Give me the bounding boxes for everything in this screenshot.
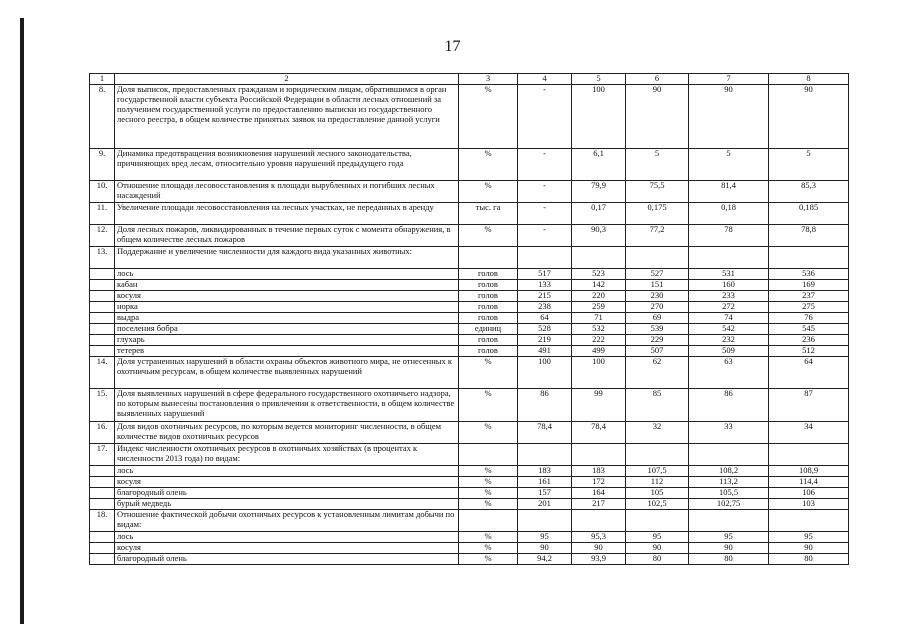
row-number	[90, 543, 115, 554]
page-number: 17	[444, 38, 461, 55]
value-cell: 64	[769, 357, 849, 389]
value-cell	[769, 510, 849, 532]
row-number: 17.	[90, 444, 115, 466]
unit-cell: %	[459, 389, 518, 422]
table-row	[90, 532, 849, 543]
value-cell: 90	[689, 543, 769, 554]
header-cell: 4	[518, 74, 572, 85]
row-number: 9.	[90, 149, 115, 181]
value-cell: 103	[769, 499, 849, 510]
unit-cell: голов	[459, 269, 518, 280]
value-cell: 90	[518, 543, 572, 554]
value-cell: 229	[626, 335, 689, 346]
value-cell: 0,18	[689, 203, 769, 225]
value-cell: 183	[518, 466, 572, 477]
value-cell: 90,3	[572, 225, 626, 247]
value-cell: 237	[769, 291, 849, 302]
indicator-name: Отношение фактической добычи охотничьих ресурсов к установленным лимитам добычи по видам:	[115, 510, 459, 532]
unit-cell: тыс. га	[459, 203, 518, 225]
value-cell: 270	[626, 302, 689, 313]
indicators-table	[89, 73, 849, 565]
unit-cell: %	[459, 85, 518, 149]
row-number	[90, 335, 115, 346]
unit-cell: %	[459, 149, 518, 181]
value-cell: 90	[572, 543, 626, 554]
row-number	[90, 477, 115, 488]
indicator-name: благородный олень	[115, 554, 459, 565]
indicator-name: Индекс численности охотничьих ресурсов в охотничьих хозяйствах (в процентах к численности 2013 года) по видам:	[115, 444, 459, 466]
value-cell: 90	[626, 85, 689, 149]
value-cell: 531	[689, 269, 769, 280]
indicator-name: глухарь	[115, 335, 459, 346]
row-number: 10.	[90, 181, 115, 203]
indicator-name: лось	[115, 269, 459, 280]
table-row	[90, 225, 849, 247]
indicator-name: тетерев	[115, 346, 459, 357]
value-cell: -	[518, 181, 572, 203]
binding-bar	[20, 18, 24, 624]
row-number	[90, 346, 115, 357]
value-cell: 102,75	[689, 499, 769, 510]
value-cell: 164	[572, 488, 626, 499]
row-number: 14.	[90, 357, 115, 389]
value-cell: 95	[518, 532, 572, 543]
row-number: 18.	[90, 510, 115, 532]
row-number	[90, 488, 115, 499]
value-cell: 5	[689, 149, 769, 181]
value-cell	[572, 247, 626, 269]
table-row	[90, 302, 849, 313]
value-cell: 160	[689, 280, 769, 291]
row-number	[90, 280, 115, 291]
indicator-name: норка	[115, 302, 459, 313]
row-number	[90, 302, 115, 313]
table-row	[90, 510, 849, 532]
value-cell: 512	[769, 346, 849, 357]
value-cell: 142	[572, 280, 626, 291]
unit-cell: голов	[459, 346, 518, 357]
value-cell: 81,4	[689, 181, 769, 203]
value-cell: 64	[518, 313, 572, 324]
unit-cell	[459, 247, 518, 269]
unit-cell	[459, 510, 518, 532]
row-number	[90, 499, 115, 510]
value-cell: 133	[518, 280, 572, 291]
value-cell: 532	[572, 324, 626, 335]
row-number: 13.	[90, 247, 115, 269]
row-number: 16.	[90, 422, 115, 444]
unit-cell: %	[459, 357, 518, 389]
indicator-name: бурый медведь	[115, 499, 459, 510]
indicator-name: Доля устраненных нарушений в области охраны объектов животного мира, не отнесенных к охотничьим ресурсам, в общем количестве выявленных нарушений	[115, 357, 459, 389]
unit-cell: %	[459, 499, 518, 510]
row-number: 12.	[90, 225, 115, 247]
table-row	[90, 280, 849, 291]
table-row	[90, 554, 849, 565]
value-cell: 222	[572, 335, 626, 346]
indicator-name: Увеличение площади лесовосстановления на лесных участках, не переданных в аренду	[115, 203, 459, 225]
value-cell: 105,5	[689, 488, 769, 499]
unit-cell: %	[459, 181, 518, 203]
value-cell: 151	[626, 280, 689, 291]
value-cell: 114,4	[769, 477, 849, 488]
table-row	[90, 149, 849, 181]
indicator-name: косуля	[115, 477, 459, 488]
value-cell: 90	[626, 543, 689, 554]
value-cell: 536	[769, 269, 849, 280]
indicator-name: косуля	[115, 543, 459, 554]
value-cell: 217	[572, 499, 626, 510]
value-cell: 507	[626, 346, 689, 357]
table-row	[90, 499, 849, 510]
value-cell	[689, 247, 769, 269]
value-cell: 517	[518, 269, 572, 280]
value-cell: 172	[572, 477, 626, 488]
value-cell: 106	[769, 488, 849, 499]
unit-cell: голов	[459, 291, 518, 302]
value-cell	[626, 444, 689, 466]
value-cell: 78,8	[769, 225, 849, 247]
indicator-name: лось	[115, 532, 459, 543]
value-cell: 90	[769, 85, 849, 149]
value-cell: 230	[626, 291, 689, 302]
table-row	[90, 247, 849, 269]
row-number	[90, 324, 115, 335]
value-cell: 86	[518, 389, 572, 422]
value-cell: 545	[769, 324, 849, 335]
indicator-name: Поддержание и увеличение численности для каждого вида указанных животных:	[115, 247, 459, 269]
value-cell	[689, 444, 769, 466]
table-row	[90, 389, 849, 422]
value-cell: 71	[572, 313, 626, 324]
indicator-name: благородный олень	[115, 488, 459, 499]
value-cell: -	[518, 149, 572, 181]
table-row	[90, 466, 849, 477]
table-row	[90, 346, 849, 357]
value-cell	[769, 444, 849, 466]
row-number	[90, 269, 115, 280]
row-number: 15.	[90, 389, 115, 422]
row-number: 11.	[90, 203, 115, 225]
header-row	[90, 74, 849, 85]
value-cell: 69	[626, 313, 689, 324]
value-cell: 161	[518, 477, 572, 488]
value-cell: 0,175	[626, 203, 689, 225]
value-cell: 238	[518, 302, 572, 313]
unit-cell: %	[459, 225, 518, 247]
value-cell: 79,9	[572, 181, 626, 203]
value-cell: 80	[626, 554, 689, 565]
value-cell: 0,185	[769, 203, 849, 225]
header-cell: 8	[769, 74, 849, 85]
unit-cell: единиц	[459, 324, 518, 335]
unit-cell: %	[459, 543, 518, 554]
value-cell: 63	[689, 357, 769, 389]
value-cell: 232	[689, 335, 769, 346]
header-cell: 5	[572, 74, 626, 85]
value-cell	[518, 444, 572, 466]
value-cell: 183	[572, 466, 626, 477]
value-cell: 74	[689, 313, 769, 324]
indicator-name: Доля выявленных нарушений в сфере федерального государственного охотничьего надзора, по которым вынесены постановления о привлечении к ответственности, в общем количестве выявленных нарушений	[115, 389, 459, 422]
value-cell	[572, 444, 626, 466]
value-cell: 90	[689, 85, 769, 149]
value-cell: 99	[572, 389, 626, 422]
value-cell: 499	[572, 346, 626, 357]
value-cell: 233	[689, 291, 769, 302]
indicator-name: косуля	[115, 291, 459, 302]
value-cell: 105	[626, 488, 689, 499]
unit-cell: голов	[459, 313, 518, 324]
header-cell: 7	[689, 74, 769, 85]
value-cell: 95	[769, 532, 849, 543]
value-cell: 77,2	[626, 225, 689, 247]
value-cell: 523	[572, 269, 626, 280]
table-row	[90, 335, 849, 346]
header-cell: 1	[90, 74, 115, 85]
value-cell: 509	[689, 346, 769, 357]
table-row	[90, 181, 849, 203]
value-cell	[769, 247, 849, 269]
value-cell: 527	[626, 269, 689, 280]
table-row	[90, 543, 849, 554]
value-cell: 157	[518, 488, 572, 499]
value-cell: 0,17	[572, 203, 626, 225]
value-cell: 62	[626, 357, 689, 389]
value-cell: 102,5	[626, 499, 689, 510]
value-cell: 32	[626, 422, 689, 444]
indicator-name: Доля видов охотничьих ресурсов, по которым ведется мониторинг численности, в общем количестве видов охотничьих ресурсов	[115, 422, 459, 444]
value-cell: 34	[769, 422, 849, 444]
value-cell: 95	[689, 532, 769, 543]
value-cell: 219	[518, 335, 572, 346]
unit-cell: %	[459, 554, 518, 565]
value-cell: 80	[769, 554, 849, 565]
value-cell: 539	[626, 324, 689, 335]
header-cell: 6	[626, 74, 689, 85]
indicator-name: выдра	[115, 313, 459, 324]
value-cell	[572, 510, 626, 532]
unit-cell: голов	[459, 302, 518, 313]
header-cell: 2	[115, 74, 459, 85]
row-number	[90, 313, 115, 324]
value-cell: 542	[689, 324, 769, 335]
table-row	[90, 444, 849, 466]
unit-cell: %	[459, 532, 518, 543]
value-cell: 491	[518, 346, 572, 357]
unit-cell: голов	[459, 280, 518, 291]
value-cell: 220	[572, 291, 626, 302]
value-cell: 95	[626, 532, 689, 543]
value-cell: 112	[626, 477, 689, 488]
value-cell: 236	[769, 335, 849, 346]
unit-cell: %	[459, 422, 518, 444]
value-cell: 100	[572, 85, 626, 149]
value-cell: 85	[626, 389, 689, 422]
table-row	[90, 488, 849, 499]
table-row	[90, 85, 849, 149]
value-cell: 76	[769, 313, 849, 324]
value-cell: 201	[518, 499, 572, 510]
value-cell: 78	[689, 225, 769, 247]
indicator-name: Динамика предотвращения возникновения нарушений лесного законодательства, причиняющих вред лесам, относительно уровня нарушений предыдущего года	[115, 149, 459, 181]
value-cell: 107,5	[626, 466, 689, 477]
indicator-name: Доля выписок, предоставленных гражданам и юридическим лицам, обратившимся в орган государственной власти субъекта Российской Федерации в области лесных отношений за получением государственной услуги по предоставлению выписки из государственного лесного реестра, в общем количестве принятых заявок на предоставление данной услуги	[115, 85, 459, 149]
value-cell: 80	[689, 554, 769, 565]
unit-cell: %	[459, 477, 518, 488]
table-row	[90, 477, 849, 488]
value-cell: 6,1	[572, 149, 626, 181]
value-cell: 94,2	[518, 554, 572, 565]
value-cell: 100	[572, 357, 626, 389]
unit-cell	[459, 444, 518, 466]
row-number	[90, 291, 115, 302]
value-cell	[626, 510, 689, 532]
indicator-name: лось	[115, 466, 459, 477]
value-cell	[518, 247, 572, 269]
row-number	[90, 466, 115, 477]
value-cell: 272	[689, 302, 769, 313]
value-cell: 78,4	[572, 422, 626, 444]
value-cell: -	[518, 85, 572, 149]
header-cell: 3	[459, 74, 518, 85]
value-cell: 169	[769, 280, 849, 291]
value-cell: 113,2	[689, 477, 769, 488]
value-cell: 86	[689, 389, 769, 422]
table-row	[90, 269, 849, 280]
indicator-name: Доля лесных пожаров, ликвидированных в течение первых суток с момента обнаружения, в общем количестве лесных пожаров	[115, 225, 459, 247]
value-cell	[689, 510, 769, 532]
value-cell: 108,9	[769, 466, 849, 477]
table-row	[90, 324, 849, 335]
value-cell: 108,2	[689, 466, 769, 477]
unit-cell: голов	[459, 335, 518, 346]
table-row	[90, 291, 849, 302]
unit-cell: %	[459, 466, 518, 477]
value-cell: 275	[769, 302, 849, 313]
unit-cell: %	[459, 488, 518, 499]
table-row	[90, 203, 849, 225]
indicator-name: поселения бобра	[115, 324, 459, 335]
value-cell	[518, 510, 572, 532]
value-cell: 75,5	[626, 181, 689, 203]
value-cell: 78,4	[518, 422, 572, 444]
table-row	[90, 422, 849, 444]
table-row	[90, 313, 849, 324]
value-cell: 87	[769, 389, 849, 422]
row-number	[90, 554, 115, 565]
value-cell: 5	[626, 149, 689, 181]
indicator-name: Отношение площади лесовосстановления к площади вырубленных и погибших лесных насаждений	[115, 181, 459, 203]
value-cell: 33	[689, 422, 769, 444]
value-cell: -	[518, 203, 572, 225]
value-cell: 95,3	[572, 532, 626, 543]
value-cell: 259	[572, 302, 626, 313]
table-row	[90, 357, 849, 389]
row-number: 8.	[90, 85, 115, 149]
value-cell	[626, 247, 689, 269]
row-number	[90, 532, 115, 543]
value-cell: 100	[518, 357, 572, 389]
value-cell: 528	[518, 324, 572, 335]
value-cell: 93,9	[572, 554, 626, 565]
value-cell: 85,3	[769, 181, 849, 203]
value-cell: -	[518, 225, 572, 247]
value-cell: 215	[518, 291, 572, 302]
value-cell: 90	[769, 543, 849, 554]
value-cell: 5	[769, 149, 849, 181]
indicator-name: кабан	[115, 280, 459, 291]
